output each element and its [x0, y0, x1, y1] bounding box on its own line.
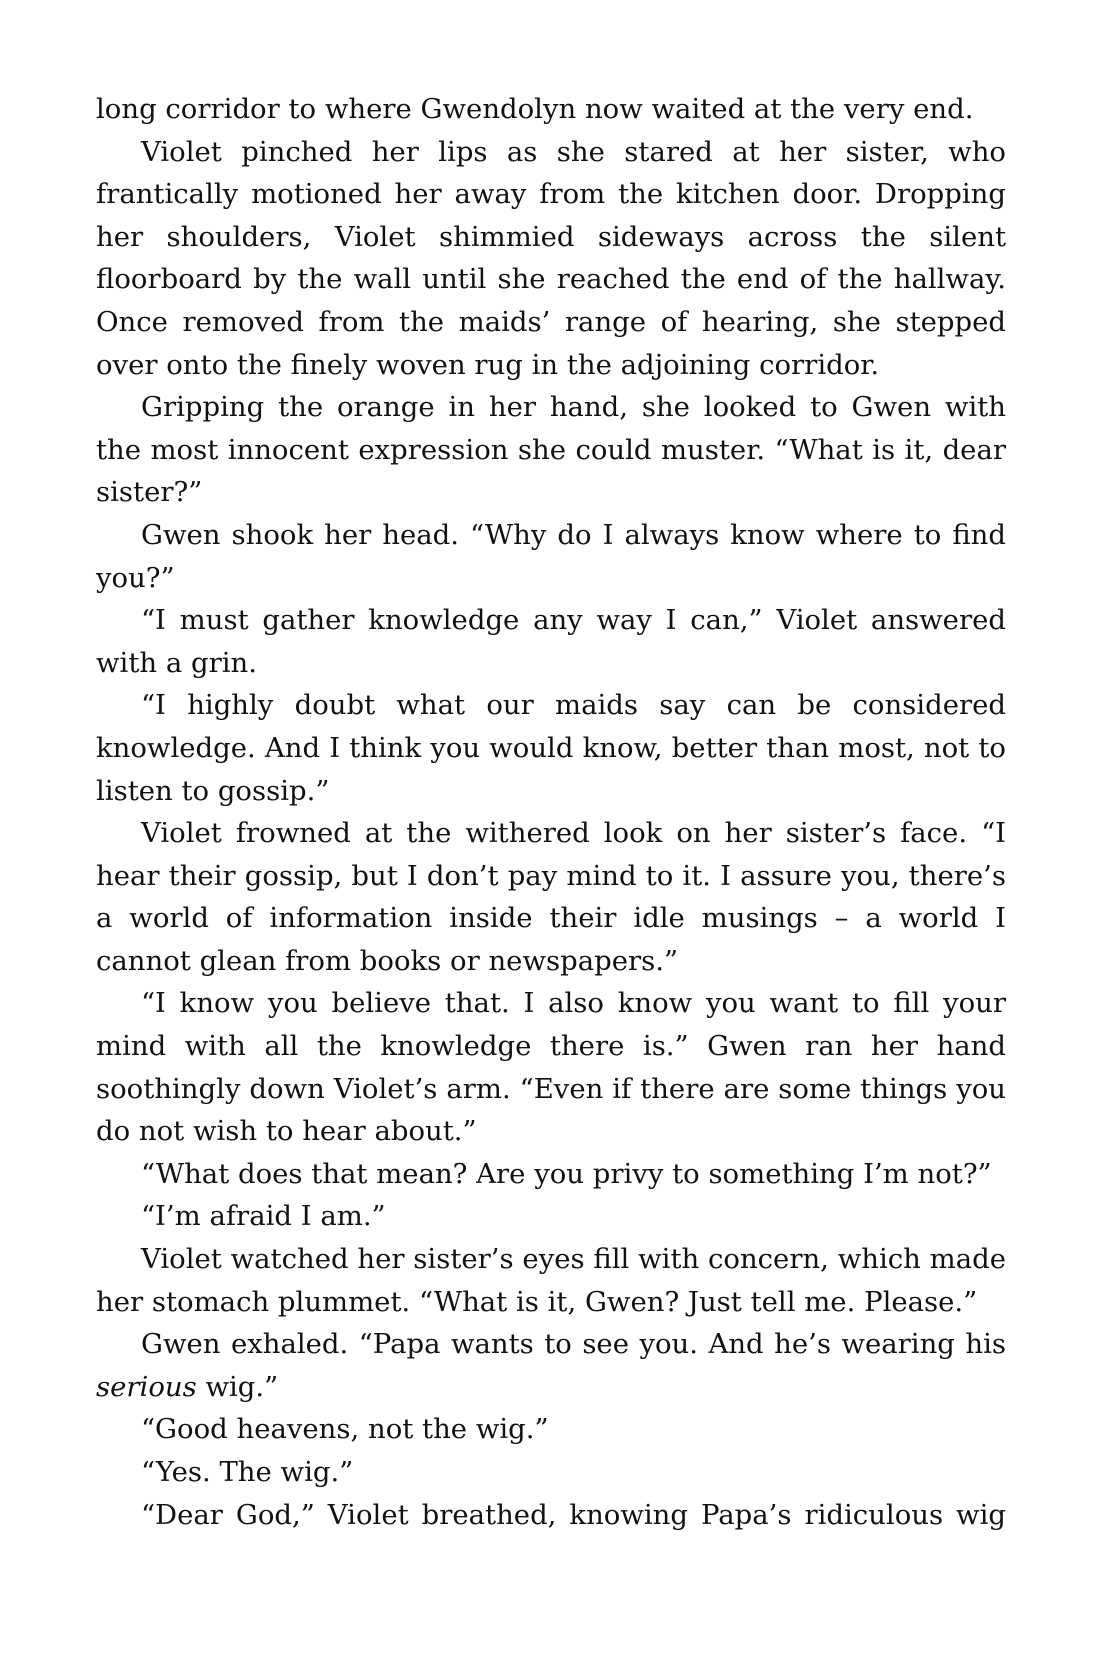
paragraph: “I know you believe that. I also know you want to fill your mind with all the knowledge there is.” Gwen ran her hand soothingly down Violet’s arm. “Even if there are some things you do not wish to hear about.” [96, 987, 1006, 1148]
paragraph: “Yes. The wig.” [141, 1456, 354, 1488]
paragraph-continued: long corridor to where Gwendolyn now waited at the very end. [96, 93, 974, 125]
emphasized-word: serious [96, 1370, 197, 1403]
paragraph: Violet frowned at the withered look on her sister’s face. “I hear their gossip, but I don’t pay mind to it. I assure you, there’s a world of information inside their idle musings – a world I cannot glean from books or newspapers.” [96, 817, 1006, 977]
paragraph: “I highly doubt what our maids say can be considered knowledge. And I think you would know, better than most, not to listen to gossip.” [96, 689, 1006, 807]
paragraph: “What does that mean? Are you privy to something I’m not?” [141, 1157, 992, 1190]
paragraph: “Good heavens, not the wig.” [141, 1413, 549, 1446]
paragraph-text-before: Gwen exhaled. “Papa wants to see you. And he’s wearing his [141, 1328, 1006, 1361]
paragraph: “I must gather knowledge any way I can,” Violet answered with a grin. [96, 604, 1006, 679]
paragraph: Violet pinched her lips as she stared at her sister, who frantically motioned her away from the kitchen door. Dropping her shoulders, Violet shimmied sideways across the silent floorboard by the wall until she reached the end of the hallway. Once removed from the maids’ range of hearing, she stepped over onto the finely woven rug in the adjoining corridor. [96, 135, 1006, 381]
paragraph: “I’m afraid I am.” [141, 1200, 386, 1233]
book-page [96, 88, 1006, 1536]
paragraph-continues-next-page: “Dear God,” Violet breathed, knowing Papa’s ridiculous wig [141, 1498, 1006, 1531]
paragraph-text-after: wig.” [196, 1370, 279, 1403]
paragraph: Gwen shook her head. “Why do I always know where to find you?” [96, 518, 1006, 594]
paragraph: Gripping the orange in her hand, she looked to Gwen with the most innocent expression she could muster. “What is it, dear sister?” [96, 391, 1006, 509]
paragraph-with-emphasis [96, 1323, 1006, 1408]
paragraph: Violet watched her sister’s eyes fill with concern, which made her stomach plummet. “What is it, Gwen? Just tell me. Please.” [96, 1243, 1006, 1318]
